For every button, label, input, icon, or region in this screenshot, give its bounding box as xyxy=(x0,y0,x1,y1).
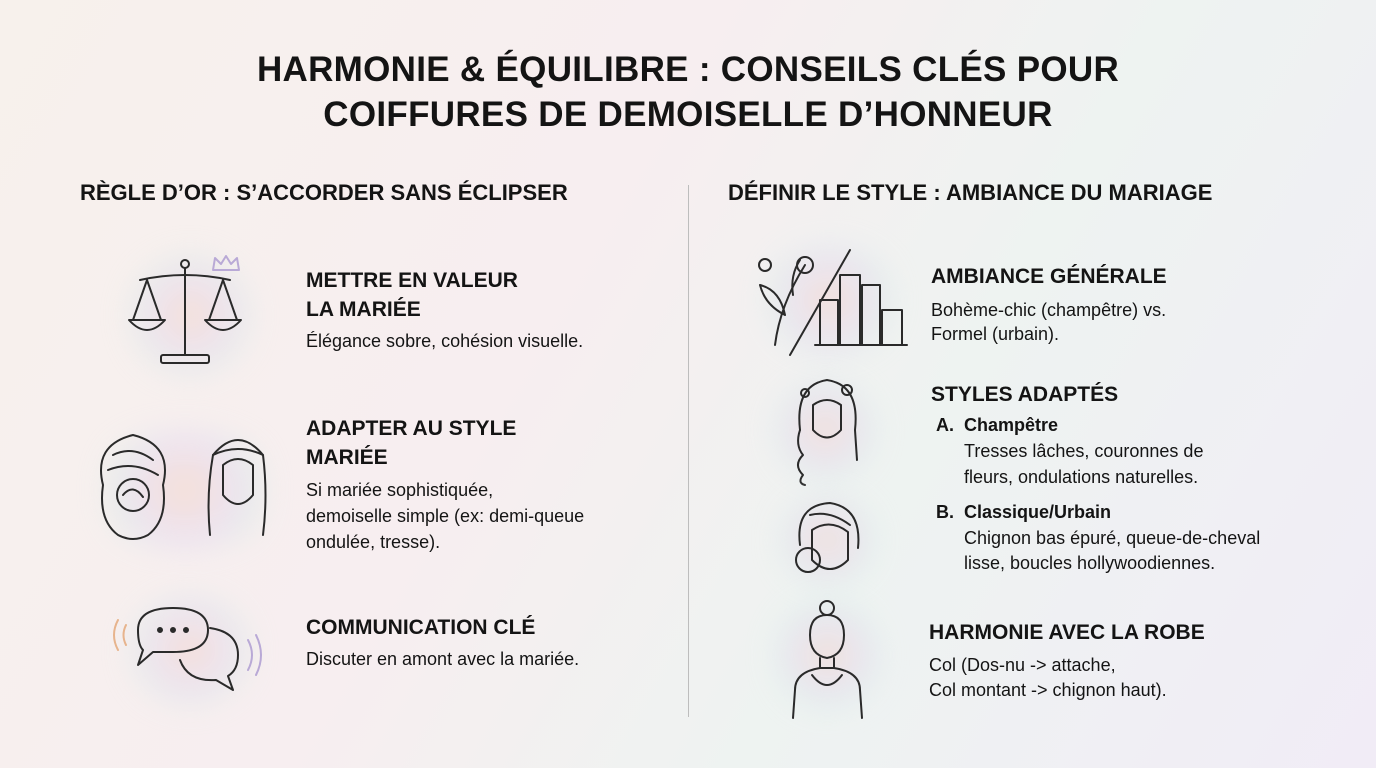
ambiance-desc: Formel (urbain). xyxy=(931,324,1060,344)
styles-title: STYLES ADAPTÉS xyxy=(931,383,1119,406)
item-title: ADAPTER AU STYLE xyxy=(306,417,517,440)
item-desc: ondulée, tresse). xyxy=(306,532,441,552)
style-a-desc: Tresses lâches, couronnes de xyxy=(964,441,1204,461)
left-section-header: RÈGLE D’OR : S’ACCORDER SANS ÉCLIPSER xyxy=(80,180,568,205)
style-a-name: Champêtre xyxy=(964,415,1059,435)
style-b-letter: B. xyxy=(936,502,954,522)
item-title: METTRE EN VALEUR xyxy=(306,269,518,292)
ambiance-title: AMBIANCE GÉNÉRALE xyxy=(931,265,1167,288)
style-a-letter: A. xyxy=(936,415,954,435)
robe-desc: Col (Dos-nu -> attache, xyxy=(929,655,1116,675)
hairstyles-icon xyxy=(88,425,278,545)
style-b-desc: Chignon bas épuré, queue-de-cheval xyxy=(964,528,1261,548)
robe-desc: Col montant -> chignon haut). xyxy=(929,680,1167,700)
robe-title: HARMONIE AVEC LA ROBE xyxy=(929,621,1205,644)
right-section-header: DÉFINIR LE STYLE : AMBIANCE DU MARIAGE xyxy=(728,180,1213,205)
column-divider xyxy=(688,185,689,717)
page-title-line1: HARMONIE & ÉQUILIBRE : CONSEILS CLÉS POUR xyxy=(256,50,1120,89)
page-title-line2: COIFFURES DE DEMOISELLE D’HONNEUR xyxy=(323,95,1053,134)
style-a-desc: fleurs, ondulations naturelles. xyxy=(964,467,1199,487)
balance-scale-icon xyxy=(125,250,245,370)
item-title: COMMUNICATION CLÉ xyxy=(306,616,536,639)
flowers-city-icon xyxy=(745,245,910,350)
item-title: MARIÉE xyxy=(306,446,388,469)
style-b-desc: lisse, boucles hollywoodiennes. xyxy=(964,553,1216,573)
low-bun-icon xyxy=(790,500,865,585)
item-title: LA MARIÉE xyxy=(306,298,421,321)
speech-bubbles-icon xyxy=(108,600,268,695)
braided-hair-icon xyxy=(785,375,870,485)
item-desc: Si mariée sophistiquée, xyxy=(306,480,494,500)
item-desc: Élégance sobre, cohésion visuelle. xyxy=(306,331,584,351)
dress-neckline-icon xyxy=(790,600,865,720)
item-desc: demoiselle simple (ex: demi-queue xyxy=(306,506,585,526)
style-b-name: Classique/Urbain xyxy=(964,502,1112,522)
ambiance-desc: Bohème-chic (champêtre) vs. xyxy=(931,300,1167,320)
item-desc: Discuter en amont avec la mariée. xyxy=(306,649,580,669)
